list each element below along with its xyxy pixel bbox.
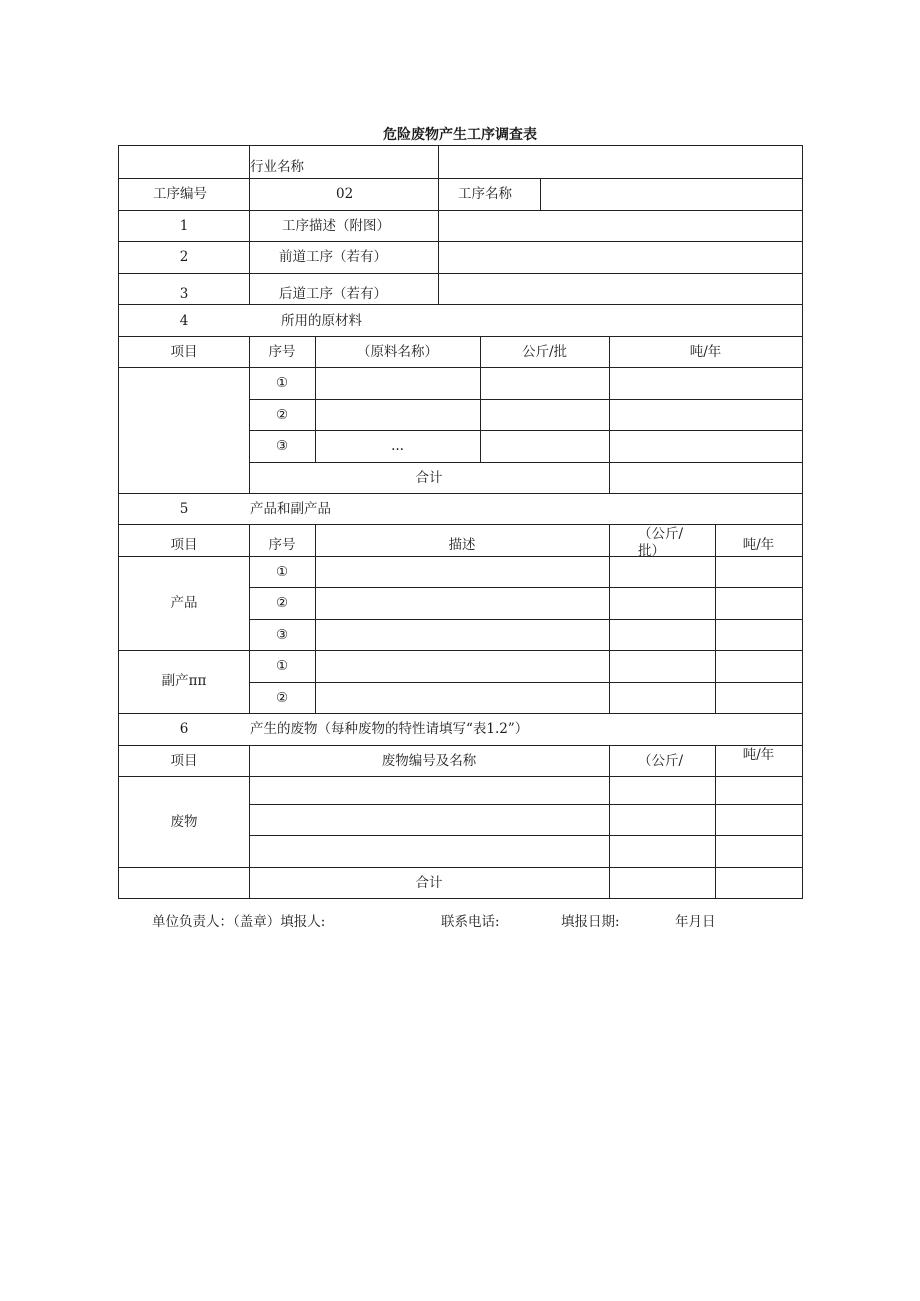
materials-item-3: ③ bbox=[275, 438, 289, 454]
products-col-kg: （公斤/批） bbox=[638, 526, 684, 559]
industry-name-label: 行业名称 bbox=[250, 159, 304, 175]
materials-item-2: ② bbox=[275, 407, 289, 423]
products-section-label: 产品和副产品 bbox=[250, 501, 331, 517]
products-col-no: 序号 bbox=[268, 537, 296, 553]
materials-col-item: 项目 bbox=[170, 344, 198, 360]
row-2-number: 2 bbox=[179, 249, 189, 265]
materials-col-ton: 吨/年 bbox=[689, 344, 722, 360]
survey-form-table bbox=[118, 145, 803, 899]
product-label: 产品 bbox=[170, 595, 198, 611]
row-1-number: 1 bbox=[179, 218, 189, 234]
materials-item-1: ① bbox=[275, 375, 289, 391]
products-col-kg-clip bbox=[610, 526, 715, 559]
row-5-number: 5 bbox=[179, 501, 189, 517]
wastes-col-name: 废物编号及名称 bbox=[381, 753, 477, 769]
materials-total-label: 合计 bbox=[415, 470, 443, 486]
footer-responsible: 单位负责人：（盖章）填报人: bbox=[152, 914, 326, 930]
footer-date-value: 年月日 bbox=[675, 914, 716, 930]
materials-ellipsis: ... bbox=[391, 438, 404, 454]
process-no-label: 工序编号 bbox=[153, 186, 207, 202]
previous-process-label: 前道工序（若有） bbox=[279, 249, 387, 265]
materials-col-no: 序号 bbox=[268, 344, 296, 360]
footer-date-label: 填报日期: bbox=[561, 914, 620, 930]
products-col-desc: 描述 bbox=[448, 537, 476, 553]
product-item-2: ② bbox=[275, 595, 289, 611]
process-description-label: 工序描述（附图） bbox=[282, 218, 390, 234]
raw-materials-label: 所用的原材料 bbox=[281, 313, 362, 329]
row-4-number: 4 bbox=[179, 313, 189, 329]
byproduct-item-2: ② bbox=[275, 690, 289, 706]
row-3-number: 3 bbox=[179, 286, 189, 302]
page-title: 危险废物产生工序调查表 bbox=[383, 127, 537, 143]
byproduct-label: 副产ππ bbox=[161, 673, 207, 689]
process-no-value: 02 bbox=[336, 186, 354, 202]
product-item-1: ① bbox=[275, 564, 289, 580]
wastes-col-item: 项目 bbox=[170, 753, 198, 769]
products-col-ton: 吨/年 bbox=[742, 537, 775, 553]
waste-label: 废物 bbox=[170, 814, 198, 830]
product-item-3: ③ bbox=[275, 627, 289, 643]
process-name-label: 工序名称 bbox=[458, 186, 512, 202]
footer-phone: 联系电话: bbox=[441, 914, 500, 930]
materials-col-name: （原料名称） bbox=[357, 344, 438, 360]
next-process-label: 后道工序（若有） bbox=[279, 286, 387, 302]
wastes-total-label: 合计 bbox=[415, 875, 443, 891]
row-6-number: 6 bbox=[179, 721, 189, 737]
byproduct-item-1: ① bbox=[275, 658, 289, 674]
wastes-col-kg: （公斤/ bbox=[638, 753, 684, 769]
wastes-col-ton: 吨/年 bbox=[742, 747, 775, 763]
products-col-item: 项目 bbox=[170, 537, 198, 553]
wastes-section-label: 产生的废物（每种废物的特性请填写“表1.2”） bbox=[250, 721, 529, 737]
materials-col-kg: 公斤/批 bbox=[521, 344, 568, 360]
